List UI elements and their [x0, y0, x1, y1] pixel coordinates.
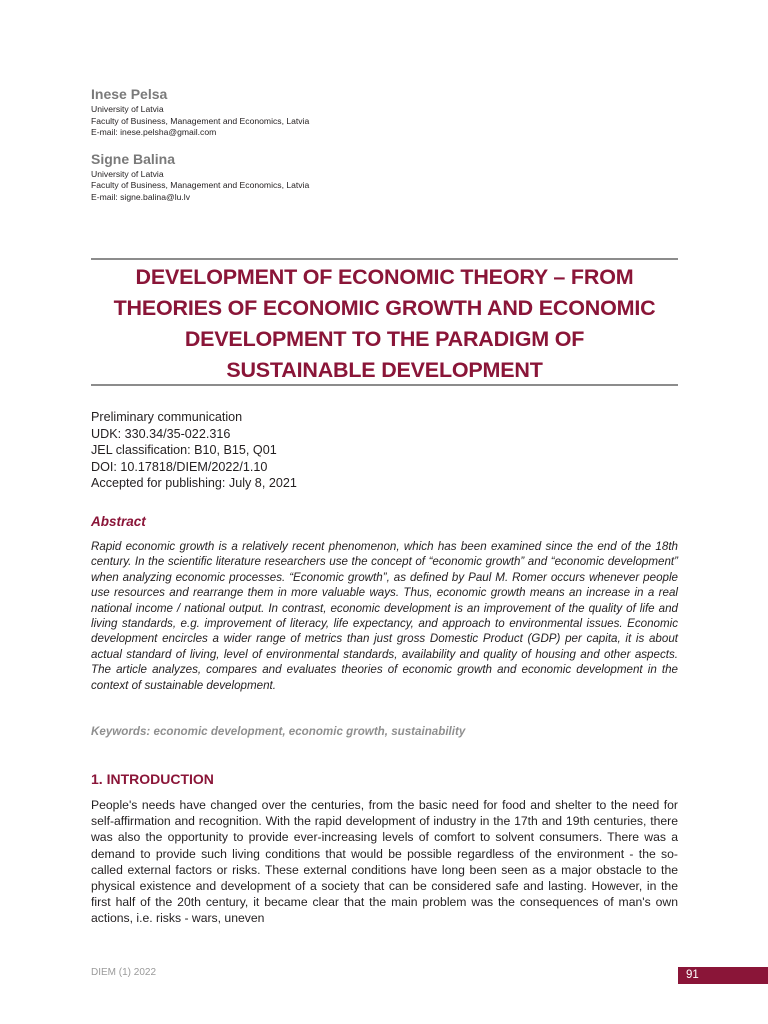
author-university: University of Latvia: [91, 168, 164, 179]
introduction-text: People's needs have changed over the centuries, from the basic need for food and shelter to the need for self-affirmation and recognition. With the rapid development of industry in the 17th and 19th centuries, there was also the opportunity to provide ever-increasing levels of comfort to solvent consumers. There was a demand to provide such living conditions that would be possible regardless of the environment - the so-called external factors or risks. These external conditions have long been seen as a major obstacle to the physical existence and development of a society that can be considered safe and lasting. However, in the first half of the 20th century, it became clear that the main problem was the consequences of man's own actions, i.e. risks - wars, uneven: [91, 798, 678, 926]
paper-title: [91, 262, 678, 386]
author-name: Signe Balina: [91, 150, 176, 167]
doi: DOI: 10.17818/DIEM/2022/1.10: [91, 459, 268, 474]
page-number: 91: [686, 969, 699, 981]
author-faculty: Faculty of Business, Management and Economics, Latvia: [91, 180, 310, 190]
title-line: THEORIES OF ECONOMIC GROWTH AND ECONOMIC: [113, 296, 656, 320]
author-name: Inese Pelsa: [91, 86, 168, 102]
article-metadata: [91, 409, 691, 492]
title-line: SUSTAINABLE DEVELOPMENT: [226, 358, 543, 382]
article-type: Preliminary communication: [91, 410, 243, 424]
title-top-rule: [91, 258, 678, 260]
udk-code: UDK: 330.34/35-022.316: [91, 426, 231, 441]
author-email: E-mail: signe.balina@lu.lv: [91, 191, 191, 202]
page-number-box: [678, 967, 768, 984]
keywords: Keywords: economic development, economic growth, sustainability: [91, 725, 466, 738]
author-university: University of Latvia: [91, 104, 164, 114]
section-heading: 1. INTRODUCTION: [91, 771, 214, 787]
author-email: E-mail: inese.pelsha@gmail.com: [91, 127, 217, 137]
author-faculty: Faculty of Business, Management and Economics, Latvia: [91, 115, 310, 126]
accepted-date: Accepted for publishing: July 8, 2021: [91, 476, 297, 491]
title-line: DEVELOPMENT TO THE PARADIGM OF: [184, 327, 585, 351]
author-block-2: [91, 151, 691, 204]
title-line: DEVELOPMENT OF ECONOMIC THEORY – FROM: [135, 265, 634, 289]
abstract-heading: Abstract: [91, 514, 146, 529]
title-bottom-rule: [91, 384, 678, 386]
author-list: [91, 86, 691, 203]
author-block-1: [91, 86, 691, 139]
jel-classification: JEL classification: B10, B15, Q01: [91, 443, 277, 458]
journal-issue: DIEM (1) 2022: [91, 967, 157, 978]
abstract-text: Rapid economic growth is a relatively recent phenomenon, which has been examined since the end of the 18th century. In the scientific literature researchers use the concept of “economic growth” and “economic development” when analyzing economic processes. “Economic growth”, as defined by Paul M. Romer occurs whenever people use resources and rearrange them in more valuable ways. Thus, economic growth means an increase in a real national income / national output. In contrast, economic development is an improvement of the quality of life and living standards, e.g. improvement of literacy, life expectancy, and approach to environmental issues. Economic development encircles a wider range of metrics than just gross Domestic Product (GDP) per capita, it is about actual standard of living, level of environmental standards, availability and quality of housing and other aspects. The article analyzes, compares and evaluates theories of economic growth and economic development in the context of sustainable development.: [91, 540, 678, 692]
